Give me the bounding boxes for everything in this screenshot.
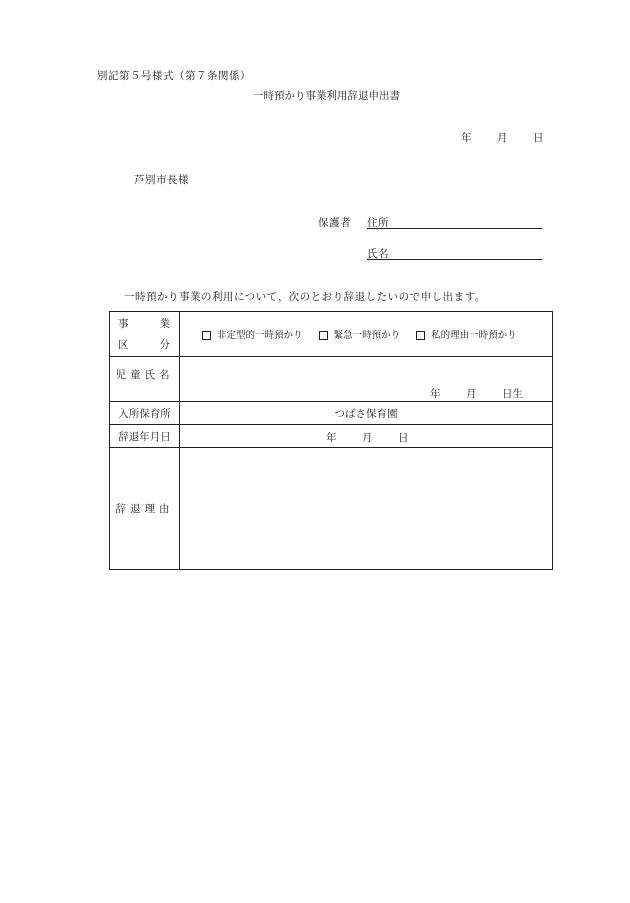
birth-day-label: 日生 xyxy=(502,388,523,400)
facility-value[interactable]: つばさ保育園 xyxy=(180,402,553,425)
form-number: 別記第５号様式（第７条関係） xyxy=(97,70,251,82)
checkbox[interactable] xyxy=(319,331,328,340)
child-name-field[interactable] xyxy=(180,357,553,402)
withdraw-month-label: 月 xyxy=(362,432,373,444)
option-label: 緊急一時預かり xyxy=(333,330,401,341)
withdraw-day-label: 日 xyxy=(398,432,409,444)
category-label-char: 分 xyxy=(159,339,170,351)
document-title: 一時預かり事業利用辞退申出書 xyxy=(253,90,400,102)
checkbox[interactable] xyxy=(202,331,211,340)
withdraw-date-row xyxy=(110,425,553,448)
guardian-address-label: 住所 xyxy=(367,217,389,229)
option-label: 非定型的一時預かり xyxy=(217,330,303,341)
intro-text: 一時預かり事業の利用について、次のとおり辞退したいので申し出ます。 xyxy=(124,291,486,303)
reason-row xyxy=(110,448,553,570)
child-name-row xyxy=(110,357,553,402)
facility-row xyxy=(110,402,553,425)
reason-field[interactable] xyxy=(180,448,553,570)
guardian-label: 保護者 xyxy=(318,217,351,229)
child-name-label: 児童氏名 xyxy=(110,357,180,402)
withdraw-date-field[interactable] xyxy=(180,425,553,448)
category-label-char: 事 xyxy=(118,318,129,330)
date-year-label: 年 xyxy=(461,132,472,144)
category-row xyxy=(110,312,553,357)
withdraw-date-label: 辞退年月日 xyxy=(110,425,180,448)
birth-year-label: 年 xyxy=(430,388,441,400)
date-day-label: 日 xyxy=(533,132,544,144)
date-month-label: 月 xyxy=(497,132,508,144)
category-label-cell xyxy=(110,312,180,357)
withdrawal-form-table xyxy=(109,311,553,570)
checkbox[interactable] xyxy=(416,331,425,340)
birth-month-label: 月 xyxy=(466,388,477,400)
category-options-cell xyxy=(180,312,553,357)
category-label-char: 区 xyxy=(118,339,129,351)
withdraw-year-label: 年 xyxy=(326,432,337,444)
guardian-name-field[interactable] xyxy=(367,259,542,260)
facility-label: 入所保育所 xyxy=(110,402,180,425)
guardian-address-field[interactable] xyxy=(367,228,542,229)
option-label: 私的理由一時預かり xyxy=(431,330,517,341)
guardian-name-label: 氏名 xyxy=(367,248,389,260)
reason-label: 辞退理由 xyxy=(110,448,180,570)
category-label-char: 業 xyxy=(159,318,170,330)
addressee: 芦別市長様 xyxy=(134,174,189,186)
